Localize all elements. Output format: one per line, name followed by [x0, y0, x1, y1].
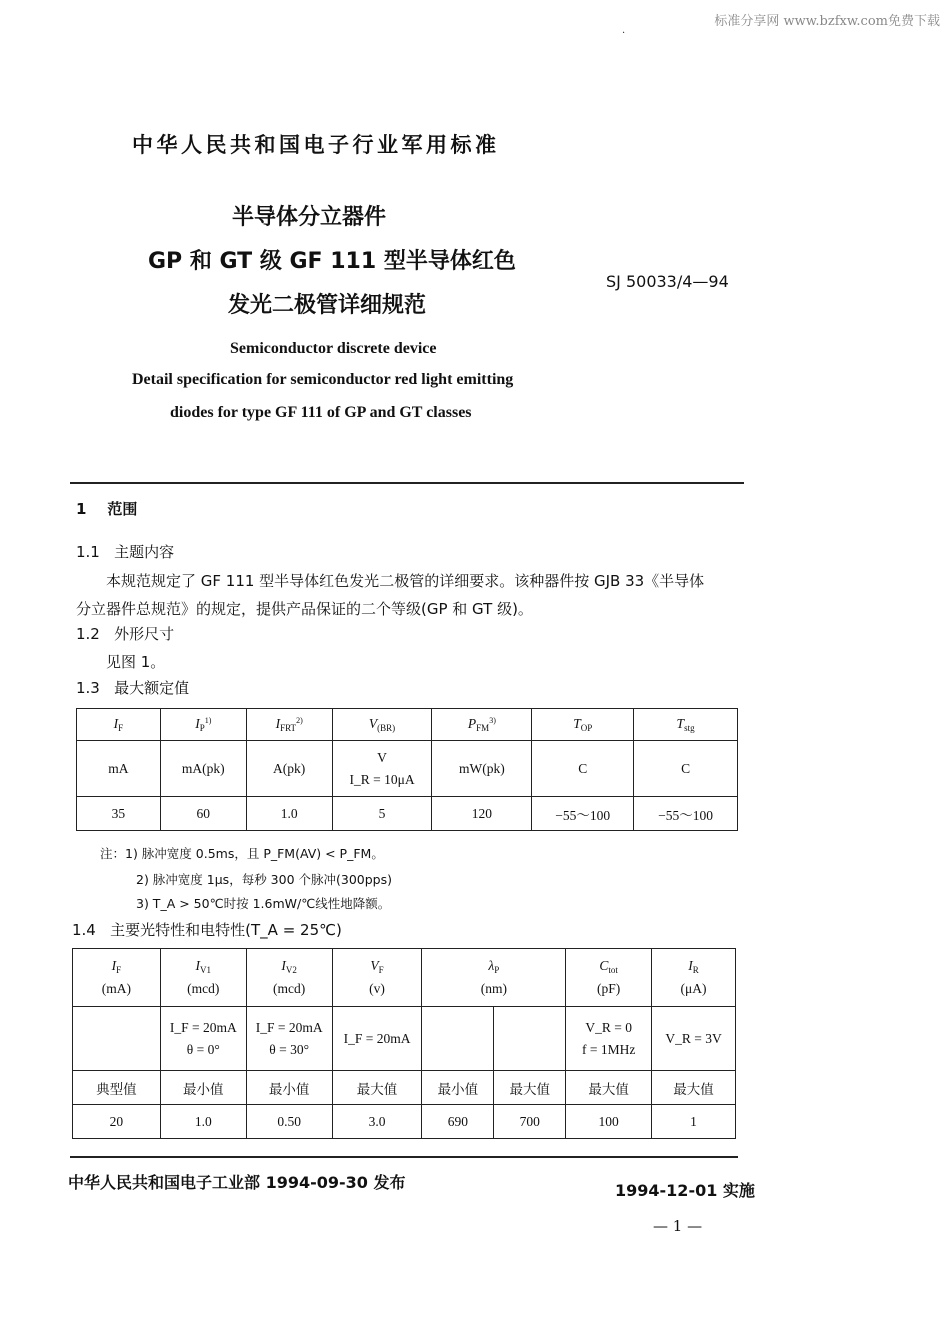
- condition-cell: I_F = 20mA θ = 30°: [246, 1007, 332, 1071]
- table-condition-row: [73, 1007, 736, 1071]
- section-number: 1.3: [76, 679, 100, 697]
- value-cell: 20: [73, 1105, 161, 1139]
- unit-cell: mW(pk): [432, 741, 532, 797]
- note-3: 3) T_A > 50℃时按 1.6mW/℃线性地降额。: [136, 896, 391, 911]
- note-2: 2) 脉冲宽度 1μs，每秒 300 个脉冲(300pps): [136, 872, 392, 887]
- condition-cell: I_F = 20mA θ = 0°: [160, 1007, 246, 1071]
- value-cell: 1: [652, 1105, 736, 1139]
- section-title: 外形尺寸: [114, 625, 175, 643]
- unit-cell: A(pk): [246, 741, 332, 797]
- header-pfm: $P_{FM}^{3)}$: [432, 709, 532, 741]
- section-title: 范围: [107, 500, 138, 518]
- value-cell: 5: [332, 797, 432, 831]
- row-label: 最小值: [160, 1071, 246, 1105]
- header-ifrt: $I_{FRT}^{2)}$: [246, 709, 332, 741]
- table-header-row: [73, 949, 736, 1007]
- value-cell: 35: [77, 797, 161, 831]
- section-1-4-heading: [72, 919, 342, 940]
- note-1: 注：1) 脉冲宽度 0.5ms，且 P_FM(AV) < P_FM。: [100, 846, 384, 861]
- title-cn-line-2: GP 和 GT 级 GF 111 型半导体红色: [148, 249, 516, 274]
- unit-cell: mA: [77, 741, 161, 797]
- section-1-1-heading: [76, 541, 174, 562]
- section-1-3-heading: [76, 677, 189, 698]
- value-cell: 690: [422, 1105, 494, 1139]
- title-en-line-1: Semiconductor discrete device: [230, 340, 437, 357]
- title-en-line-3: diodes for type GF 111 of GP and GT classes: [170, 404, 472, 421]
- condition-cell-empty: [422, 1007, 494, 1071]
- value-cell: 3.0: [332, 1105, 422, 1139]
- title-cn-line-3: 发光二极管详细规范: [228, 293, 427, 318]
- issue-date: 中华人民共和国电子工业部 1994-09-30 发布: [68, 1173, 406, 1192]
- header-vbr: $V_{(BR)}$: [332, 709, 432, 741]
- section-number: 1.1: [76, 543, 100, 561]
- table-label-row: [73, 1071, 736, 1105]
- section-title: 主要光特性和电特性(T_A = 25℃): [110, 921, 342, 939]
- row-label: 最大值: [494, 1071, 566, 1105]
- standard-number: SJ 50033/4—94: [606, 272, 729, 291]
- header-iv2: $I_{V2}$ (mcd): [246, 949, 332, 1007]
- row-label: 最大值: [652, 1071, 736, 1105]
- row-label: 典型值: [73, 1071, 161, 1105]
- characteristics-table: [72, 948, 736, 1139]
- max-ratings-table: [76, 708, 738, 831]
- header-if: $I_F$ (mA): [73, 949, 161, 1007]
- row-label: 最小值: [422, 1071, 494, 1105]
- section-number: 1: [76, 500, 87, 518]
- header-tstg: $T_{stg}$: [634, 709, 738, 741]
- header-if: $I_F$: [77, 709, 161, 741]
- header-ir: $I_R$ (μA): [652, 949, 736, 1007]
- scope-paragraph-line-1: 本规范规定了 GF 111 型半导体红色发光二极管的详细要求。该种器件按 GJB 33《半导体: [106, 572, 705, 590]
- section-number: 1.2: [76, 625, 100, 643]
- condition-cell-empty: [494, 1007, 566, 1071]
- header-top: $T_{OP}$: [532, 709, 634, 741]
- value-cell: −55～100: [634, 797, 738, 831]
- table-value-row: [73, 1105, 736, 1139]
- value-cell: 700: [494, 1105, 566, 1139]
- title-en-line-2: Detail specification for semiconductor red light emitting: [132, 371, 514, 388]
- header-lambda-p: $\lambda_P$ (nm): [422, 949, 566, 1007]
- unit-cell: mA(pk): [160, 741, 246, 797]
- unit-cell: C: [532, 741, 634, 797]
- footer-divider: [70, 1156, 738, 1158]
- condition-cell: V_R = 3V: [652, 1007, 736, 1071]
- value-cell: 0.50: [246, 1105, 332, 1139]
- table-value-row: [77, 797, 738, 831]
- value-cell: 1.0: [160, 1105, 246, 1139]
- value-cell: 120: [432, 797, 532, 831]
- unit-cell: C: [634, 741, 738, 797]
- value-cell: 60: [160, 797, 246, 831]
- scan-mark: ·: [622, 28, 626, 39]
- value-cell: 100: [566, 1105, 652, 1139]
- header-ctot: $C_{tot}$ (pF): [566, 949, 652, 1007]
- header-ip: $I_P^{1)}$: [160, 709, 246, 741]
- unit-cell-vbr: V I_R = 10μA: [332, 741, 432, 797]
- condition-cell: I_F = 20mA: [332, 1007, 422, 1071]
- scope-paragraph-line-2: 分立器件总规范》的规定，提供产品保证的二个等级(GP 和 GT 级)。: [76, 600, 533, 618]
- header-vf: $V_F$ (v): [332, 949, 422, 1007]
- watermark: 标准分享网 www.bzfxw.com免费下载: [714, 14, 940, 29]
- title-cn-line-1: 半导体分立器件: [232, 205, 387, 230]
- row-label: 最大值: [332, 1071, 422, 1105]
- value-cell: −55～100: [532, 797, 634, 831]
- row-label: 最小值: [246, 1071, 332, 1105]
- section-number: 1.4: [72, 921, 96, 939]
- page-number: — 1 —: [653, 1217, 703, 1235]
- table-header-row: [77, 709, 738, 741]
- standard-heading: 中华人民共和国电子行业军用标准: [132, 133, 500, 157]
- section-title: 主题内容: [114, 543, 175, 561]
- condition-cell: V_R = 0 f = 1MHz: [566, 1007, 652, 1071]
- row-label: 最大值: [566, 1071, 652, 1105]
- implementation-date: 1994-12-01 实施: [615, 1181, 755, 1200]
- header-iv1: $I_{V1}$ (mcd): [160, 949, 246, 1007]
- section-title: 最大额定值: [114, 679, 190, 697]
- table-unit-row: [77, 741, 738, 797]
- section-1-heading: [76, 498, 137, 519]
- value-cell: 1.0: [246, 797, 332, 831]
- section-1-2-heading: [76, 623, 174, 644]
- header-divider: [70, 482, 744, 484]
- outline-reference: 见图 1。: [106, 653, 166, 671]
- condition-cell-empty: [73, 1007, 161, 1071]
